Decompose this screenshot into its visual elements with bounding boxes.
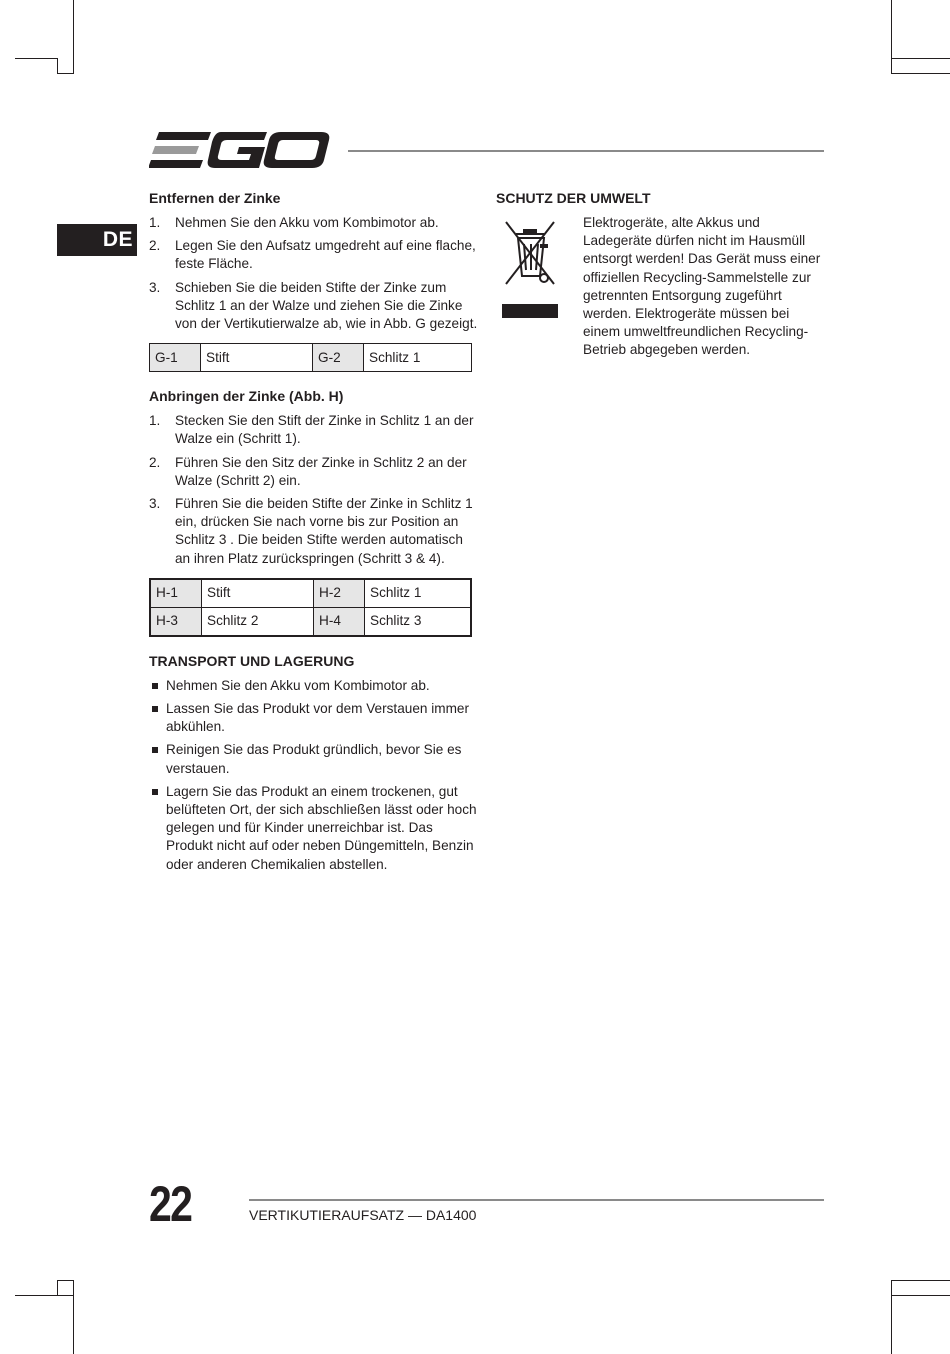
list-item [149, 279, 479, 334]
list-item [149, 741, 479, 777]
section-heading: TRANSPORT UND LAGERUNG [149, 652, 355, 669]
part-label: Stift [202, 579, 314, 608]
weee-crossed-bin-icon [502, 218, 558, 322]
step-text: Stecken Sie den Stift der Zinke in Schlitz 1 an der Walze ein (Schritt 1). [175, 413, 474, 447]
list-item [149, 700, 479, 736]
part-code: H-1 [150, 579, 202, 608]
part-code: H-4 [314, 607, 365, 636]
footer-rule [249, 1199, 824, 1201]
section-heading: SCHUTZ DER UMWELT [496, 190, 651, 206]
step-number: 2. [149, 454, 161, 470]
part-code: H-2 [314, 579, 365, 608]
table-row [150, 579, 471, 608]
part-label: Stift [201, 344, 313, 372]
header-rule [348, 150, 824, 152]
step-number: 3. [149, 279, 161, 295]
bullet-text: Lassen Sie das Produkt vor dem Verstauen immer abkühlen. [166, 701, 469, 735]
part-label: Schlitz 1 [364, 344, 472, 372]
bullet-text: Reinigen Sie das Produkt gründlich, bevor Sie es verstauen. [166, 742, 462, 776]
bullet-text: Lagern Sie das Produkt an einem trockenen, gut belüfteten Ort, der sich abschließen lässt oder hoch gelegen und für Kinder unerreichbar ist. Das Produkt nicht auf oder neben Düngemitteln, Benzin oder anderen Chemikalien abstellen. [166, 783, 477, 872]
bullet-text: Nehmen Sie den Akku vom Kombimotor ab. [166, 677, 430, 693]
step-text: Führen Sie die beiden Stifte der Zinke in Schlitz 1 ein, drücken Sie nach vorne bis zur Position an Schlitz 3 . Die beiden Stifte werden automatisch an ihren Platz zurückspringen (Schritt 3 & 4). [175, 496, 473, 566]
environment-text: Elektrogeräte, alte Akkus und Ladegeräte dürfen nicht im Hausmüll entsorgt werden! Das Gerät muss einer offiziellen Recycling-Sammelstelle zur getrennten Entsorgung zugeführt werden. Elektrogeräte müssen bei einem umweltfreundlichen Recycling-Betrieb abgegeben werden. [583, 215, 821, 358]
step-number: 1. [149, 215, 161, 230]
crop-mark [891, 0, 892, 74]
part-code: H-3 [150, 607, 202, 636]
parts-table [149, 343, 472, 372]
list-item [149, 237, 479, 273]
crop-mark [73, 0, 74, 74]
step-number: 1. [149, 413, 161, 429]
crop-mark [57, 1280, 58, 1295]
step-number: 3. [149, 496, 161, 512]
step-number: 2. [149, 238, 161, 254]
list-item [149, 677, 479, 695]
crop-mark [891, 58, 950, 59]
part-label: Schlitz 2 [202, 607, 314, 636]
crop-mark [57, 58, 58, 74]
environment-block [496, 214, 826, 360]
bullet-square-icon [152, 747, 158, 753]
parts-table [149, 578, 472, 637]
crop-mark [891, 1280, 892, 1354]
steps-list [149, 214, 479, 333]
footer-title: VERTIKUTIERAUFSATZ — DA1400 [249, 1207, 477, 1223]
list-item [149, 454, 479, 490]
right-column [496, 188, 826, 360]
part-code: G-2 [313, 344, 364, 372]
crop-mark [57, 73, 73, 74]
crop-mark [891, 1280, 950, 1281]
left-column [149, 188, 479, 879]
steps-list [149, 412, 479, 568]
ego-logo [149, 128, 331, 172]
list-item [149, 495, 479, 568]
crop-mark [15, 1295, 73, 1296]
table-row [150, 607, 471, 636]
bullet-square-icon [152, 706, 158, 712]
step-text: Führen Sie den Sitz der Zinke in Schlitz 2 an der Walze (Schritt 2) ein. [175, 454, 467, 488]
bullet-square-icon [152, 683, 158, 689]
step-text: Legen Sie den Aufsatz umgedreht auf eine flache, feste Fläche. [175, 238, 476, 272]
table-row [150, 344, 472, 372]
part-code: G-1 [150, 344, 201, 372]
section-heading: Entfernen der Zinke [149, 190, 281, 206]
crop-mark [73, 1280, 74, 1354]
crop-mark [15, 58, 57, 59]
crop-mark [57, 1280, 73, 1281]
list-item [149, 214, 479, 232]
step-text: Schieben Sie die beiden Stifte der Zinke zum Schlitz 1 an der Walze und ziehen Sie die Zinke von der Vertikutierwalze ab, wie in Abb. G gezeigt. [175, 279, 478, 332]
step-text: Nehmen Sie den Akku vom Kombimotor ab. [175, 215, 439, 230]
page-number: 22 [149, 1176, 192, 1232]
section-heading: Anbringen der Zinke (Abb. H) [149, 388, 344, 405]
part-label: Schlitz 3 [365, 607, 472, 636]
crop-mark [891, 1295, 950, 1296]
language-tab: DE [57, 224, 137, 256]
list-item [149, 783, 479, 874]
list-item [149, 412, 479, 448]
crop-mark [891, 73, 950, 74]
bullet-list [149, 677, 479, 874]
bullet-square-icon [152, 789, 158, 795]
part-label: Schlitz 1 [365, 579, 472, 608]
